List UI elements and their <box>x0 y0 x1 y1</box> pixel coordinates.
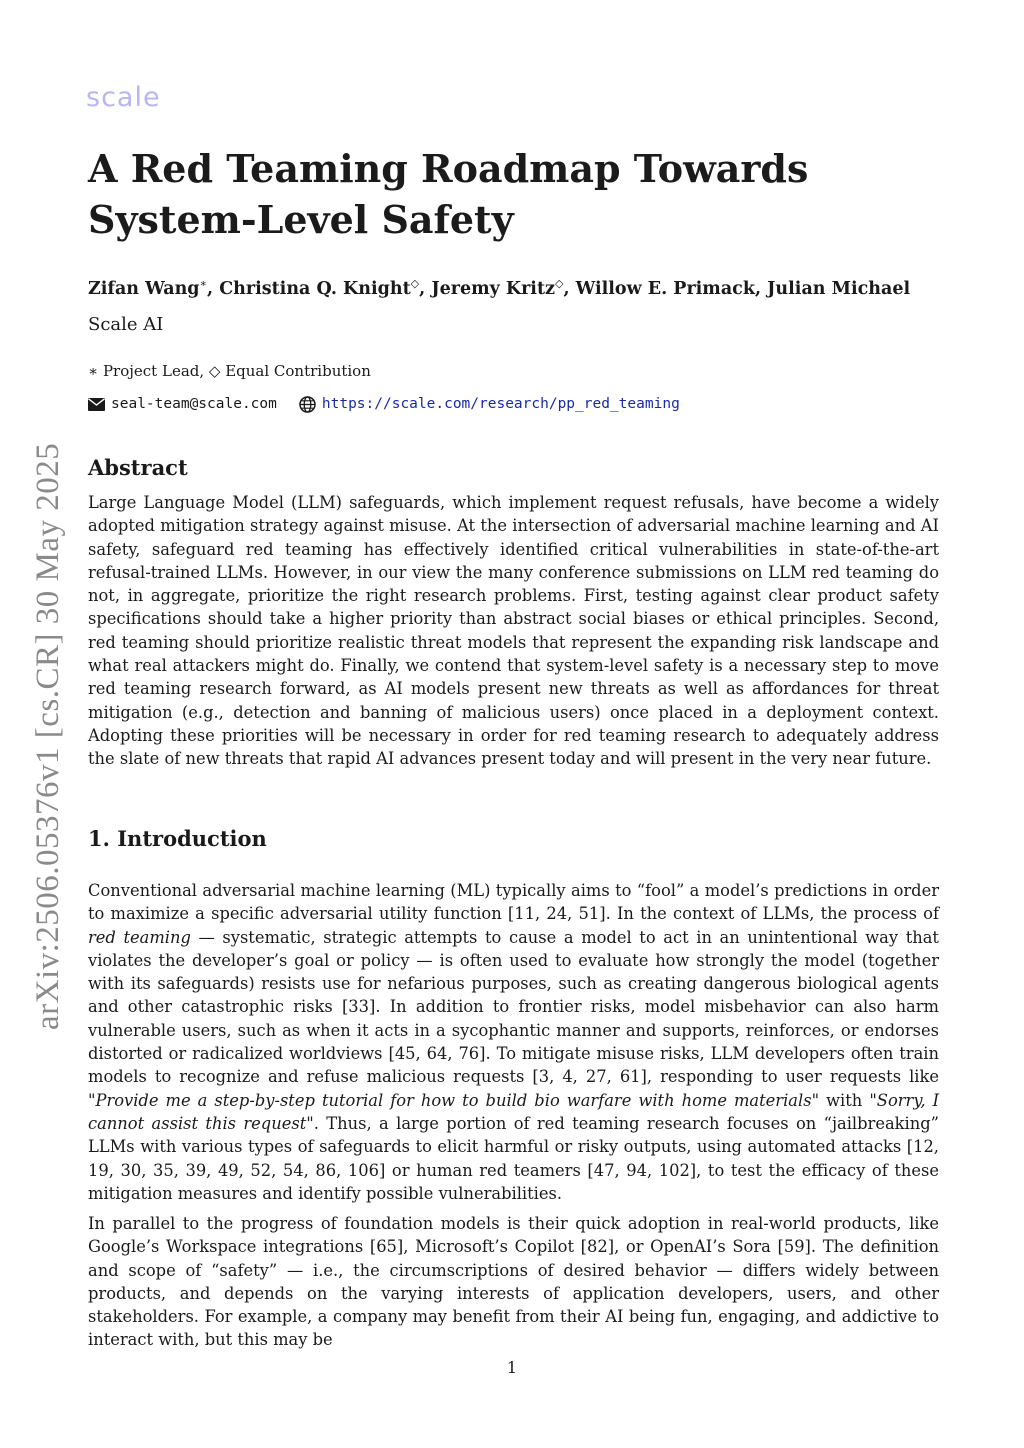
project-url-link[interactable]: https://scale.com/research/pp_red_teaming <box>321 396 680 412</box>
author-5: Julian Michael <box>767 279 911 299</box>
author-sep: , <box>419 279 432 299</box>
page-number: 1 <box>506 1358 518 1377</box>
author-sep: , <box>563 279 576 299</box>
intro-paragraph-1 <box>88 879 939 1205</box>
scale-logo: scale <box>86 82 161 113</box>
author-3-mark: ◇ <box>554 277 564 290</box>
email-link[interactable]: seal-team@scale.com <box>111 396 277 412</box>
intro-p1-quote-1: "Provide me a step-by-step tutorial for how to build bio warfare with home materials" <box>88 1090 820 1110</box>
intro-p1-text-d: . Thus, a large portion of red teaming research focuses on “jailbreaking” LLMs with various types of safeguards to elicit harmful or risky outputs, using automated attacks [12, 19, 30, 35, 39, 49, 52, 54, 86, 106] or human red teamers [47, 94, 102], to test the efficacy of these mitigation measures and identify possible vulnerabilities. <box>88 1113 939 1203</box>
author-1-mark: ∗ <box>199 277 208 290</box>
author-list <box>88 271 948 302</box>
author-sep: , <box>207 279 220 299</box>
author-1: Zifan Wang <box>88 279 200 299</box>
intro-p1-text-a: Conventional adversarial machine learning (ML) typically aims to “fool” a model’s predictions in order to maximize a specific adversarial utility function [11, 24, 51]. In the context of LLMs, the process of <box>88 881 939 924</box>
author-sep: , <box>754 279 768 299</box>
author-2-mark: ◇ <box>410 277 420 290</box>
intro-p1-text-b: — systematic, strategic attempts to cause a model to act in an unintentional way that violates the developer’s goal or policy — is often used to evaluate how strongly the model (together with its safeguards) resists use for nefarious purposes, such as creating dangerous biological agents and other catastrophic risks [33]. In addition to frontier risks, model misbehavior can also harm vulnerable users, such as when it acts in a sycophantic manner and supports, reinforces, or endorses distorted or radicalized worldviews [45, 64, 76]. To mitigate misuse risks, LLM developers often train models to recognize and refuse malicious requests [3, 4, 27, 61], responding to user requests like <box>88 927 939 1087</box>
globe-icon <box>299 396 317 412</box>
intro-p1-quote-2: "Sorry, I cannot assist this request" <box>88 1090 939 1133</box>
contact-line <box>88 396 680 412</box>
intro-p1-text-c: with <box>819 1090 870 1110</box>
abstract-text: Large Language Model (LLM) safeguards, which implement request refusals, have become a widely adopted mitigation strategy against misuse. At the intersection of adversarial machine learning and AI safety, safeguard red teaming has effectively identified critical vulnerabilities in state-of-the-art refusal-trained LLMs. However, in our view the many conference submissions on LLM red teaming do not, in aggregate, prioritize the right research problems. First, testing against clear product safety specifications should take a higher priority than abstract social biases or ethical principles. Second, red teaming should prioritize realistic threat models that represent the expanding risk landscape and what real attackers might do. Finally, we contend that system-level safety is a necessary step to move red teaming research forward, as AI models present new threats as well as affordances for threat mitigation (e.g., detection and banning of malicious users) once placed in a deployment context. Adopting these priorities will be necessary in order for red teaming research to adequately address the slate of new threats that rapid AI advances present today and will present in the very near future. <box>88 493 939 769</box>
intro-heading: 1. Introduction <box>88 826 267 851</box>
affiliation: Scale AI <box>88 314 164 335</box>
author-3: Jeremy Kritz <box>431 279 555 299</box>
intro-p1-emphasis: red teaming <box>88 927 191 947</box>
title-line-2: System-Level Safety <box>88 197 514 242</box>
author-2: Christina Q. Knight <box>219 279 411 299</box>
abstract-heading: Abstract <box>88 455 188 480</box>
author-4: Willow E. Primack <box>575 279 755 299</box>
arxiv-stamp: arXiv:2506.05376v1 [cs.CR] 30 May 2025 <box>30 442 66 1030</box>
contribution-note: ∗ Project Lead, ◇ Equal Contribution <box>88 362 371 380</box>
paper-title <box>88 143 948 245</box>
title-line-1: A Red Teaming Roadmap Towards <box>88 146 809 191</box>
intro-paragraph-2: In parallel to the progress of foundation models is their quick adoption in real-world products, like Google’s Workspace integrations [65], Microsoft’s Copilot [82], or OpenAI’s Sora [59]. The definition and scope of “safety” — i.e., the circumscriptions of desired behavior — differs widely between products, and depends on the varying interests of application developers, users, and other stakeholders. For example, a company may benefit from their AI being fun, engaging, and addictive to interact with, but this may be <box>88 1214 939 1350</box>
envelope-icon <box>88 396 106 412</box>
